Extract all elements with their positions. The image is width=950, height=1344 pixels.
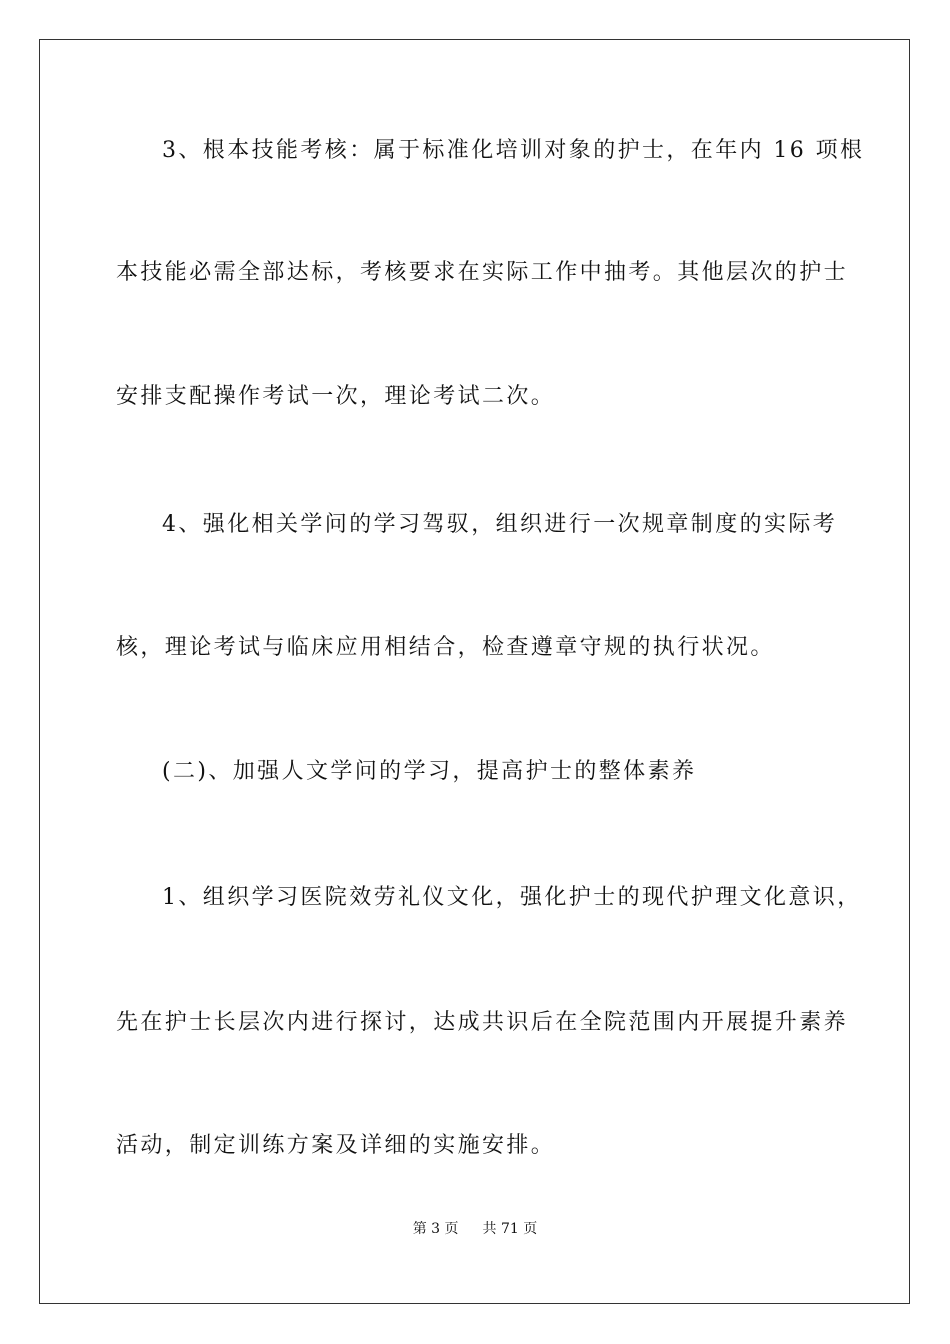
paragraph-line: 1、组织学习医院效劳礼仪文化，强化护士的现代护理文化意识， [162, 885, 862, 910]
page-number: 第 3 页 [412, 1221, 459, 1237]
paragraph-line: 4、强化相关学问的学习驾驭，组织进行一次规章制度的实际考 [162, 512, 838, 537]
paragraph-line: 核，理论考试与临床应用相结合，检查遵章守规的执行状况。 [116, 635, 775, 660]
paragraph-line: 活动，制定训练方案及详细的实施安排。 [116, 1133, 556, 1158]
paragraph-line: 安排支配操作考试一次，理论考试二次。 [116, 384, 556, 409]
page-total: 共 71 页 [482, 1221, 538, 1237]
section-heading: (二)、加强人文学问的学习，提高护士的整体素养 [162, 759, 697, 784]
page-border [39, 39, 910, 1304]
paragraph-line: 先在护士长层次内进行探讨，达成共识后在全院范围内开展提升素养 [116, 1010, 849, 1035]
paragraph-line: 3、根本技能考核：属于标准化培训对象的护士，在年内 16 项根 [162, 138, 865, 163]
page-footer [0, 1219, 950, 1239]
paragraph-line: 本技能必需全部达标，考核要求在实际工作中抽考。其他层次的护士 [116, 260, 849, 285]
